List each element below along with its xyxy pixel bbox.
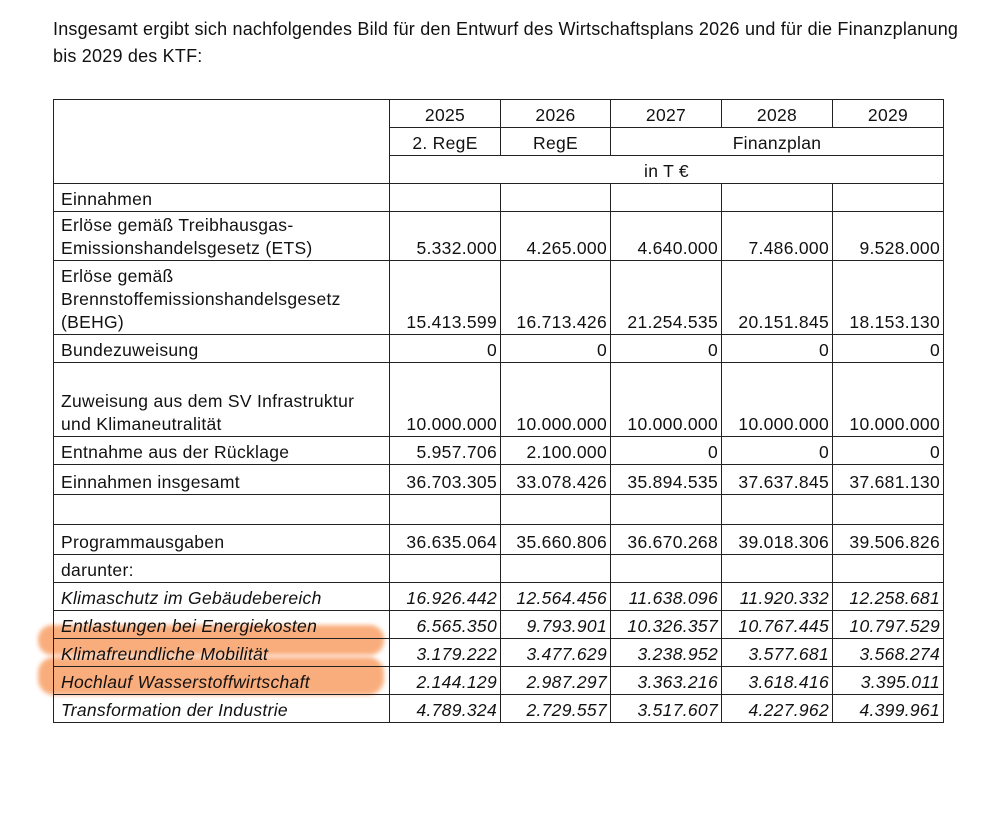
cell-value: 6.565.350	[390, 611, 501, 639]
table-row	[54, 583, 944, 611]
cell-value: 4.265.000	[501, 212, 611, 261]
table-row	[54, 525, 944, 555]
table-row	[54, 363, 944, 437]
table-row	[54, 465, 944, 495]
cell-value: 3.517.607	[611, 695, 722, 723]
table-row	[54, 212, 944, 261]
row-label: Zuweisung aus dem SV Infrastruktur und Klimaneutralität	[54, 363, 390, 437]
cell-value: 0	[833, 437, 944, 465]
cell-value: 36.635.064	[390, 525, 501, 555]
cell-value: 0	[501, 335, 611, 363]
empty-row	[54, 495, 944, 525]
cell-value: 12.258.681	[833, 583, 944, 611]
row-label: Erlöse gemäß Brennstoffemissionshandelsgesetz (BEHG)	[54, 261, 390, 335]
type-finanzplan: Finanzplan	[611, 128, 944, 156]
cell-value: 4.227.962	[722, 695, 833, 723]
cell-value: 35.660.806	[501, 525, 611, 555]
table-row	[54, 639, 944, 667]
year-2029: 2029	[833, 100, 944, 128]
cell-value: 10.326.357	[611, 611, 722, 639]
cell-value: 11.920.332	[722, 583, 833, 611]
cell-value: 5.332.000	[390, 212, 501, 261]
cell-value: 3.618.416	[722, 667, 833, 695]
finance-table	[53, 99, 944, 723]
cell-value: 21.254.535	[611, 261, 722, 335]
cell-value: 39.018.306	[722, 525, 833, 555]
cell-value: 9.528.000	[833, 212, 944, 261]
cell-value: 3.179.222	[390, 639, 501, 667]
cell-value: 10.797.529	[833, 611, 944, 639]
table-row	[54, 335, 944, 363]
cell-value: 10.000.000	[390, 363, 501, 437]
year-2027: 2027	[611, 100, 722, 128]
row-label: Hochlauf Wasserstoffwirtschaft	[54, 667, 390, 695]
cell-value: 3.238.952	[611, 639, 722, 667]
cell-value: 10.767.445	[722, 611, 833, 639]
cell-value: 0	[390, 335, 501, 363]
cell-value: 9.793.901	[501, 611, 611, 639]
type-2025: 2. RegE	[390, 128, 501, 156]
header-empty-cell	[54, 100, 390, 184]
table-row	[54, 261, 944, 335]
table-row	[54, 695, 944, 723]
table-row	[54, 611, 944, 639]
cell-value: 4.399.961	[833, 695, 944, 723]
cell-value: 37.637.845	[722, 465, 833, 495]
cell-value: 2.987.297	[501, 667, 611, 695]
cell-value: 20.151.845	[722, 261, 833, 335]
cell-value: 0	[611, 335, 722, 363]
cell-value: 3.568.274	[833, 639, 944, 667]
cell-value: 35.894.535	[611, 465, 722, 495]
row-label: Programmausgaben	[54, 525, 390, 555]
cell-value: 39.506.826	[833, 525, 944, 555]
cell-value: 3.477.629	[501, 639, 611, 667]
cell-value: 3.395.011	[833, 667, 944, 695]
cell-value: 16.926.442	[390, 583, 501, 611]
cell-value: 3.577.681	[722, 639, 833, 667]
cell-value: 0	[722, 437, 833, 465]
cell-value: 37.681.130	[833, 465, 944, 495]
table-row	[54, 555, 944, 583]
type-2026: RegE	[501, 128, 611, 156]
cell-value: 12.564.456	[501, 583, 611, 611]
cell-value: 0	[611, 437, 722, 465]
cell-value: 5.957.706	[390, 437, 501, 465]
cell-value: 11.638.096	[611, 583, 722, 611]
year-2028: 2028	[722, 100, 833, 128]
table-row	[54, 667, 944, 695]
cell-value: 10.000.000	[833, 363, 944, 437]
cell-value: 3.363.216	[611, 667, 722, 695]
row-label: Klimaschutz im Gebäudebereich	[54, 583, 390, 611]
table-row	[54, 437, 944, 465]
cell-value: 4.789.324	[390, 695, 501, 723]
cell-value: 2.729.557	[501, 695, 611, 723]
row-label: darunter:	[54, 555, 390, 583]
header-years-row	[54, 100, 944, 128]
row-label: Entlastungen bei Energiekosten	[54, 611, 390, 639]
cell-value: 2.100.000	[501, 437, 611, 465]
cell-value: 36.703.305	[390, 465, 501, 495]
cell-value: 10.000.000	[611, 363, 722, 437]
cell-value: 0	[833, 335, 944, 363]
row-label: Klimafreundliche Mobilität	[54, 639, 390, 667]
intro-paragraph: Insgesamt ergibt sich nachfolgendes Bild für den Entwurf des Wirtschaftsplans 2026 und für die Finanzplanung bis 2029 des KTF:	[53, 19, 959, 66]
row-label: Entnahme aus der Rücklage	[54, 437, 390, 465]
cell-value: 0	[722, 335, 833, 363]
year-2025: 2025	[390, 100, 501, 128]
cell-value: 10.000.000	[722, 363, 833, 437]
row-label: Einnahmen insgesamt	[54, 465, 390, 495]
cell-value: 4.640.000	[611, 212, 722, 261]
row-label: Einnahmen	[54, 184, 390, 212]
cell-value: 16.713.426	[501, 261, 611, 335]
cell-value: 33.078.426	[501, 465, 611, 495]
cell-value: 18.153.130	[833, 261, 944, 335]
unit-label: in T €	[390, 156, 944, 184]
row-label: Transformation der Industrie	[54, 695, 390, 723]
cell-value: 2.144.129	[390, 667, 501, 695]
year-2026: 2026	[501, 100, 611, 128]
table-row	[54, 184, 944, 212]
cell-value: 10.000.000	[501, 363, 611, 437]
cell-value: 15.413.599	[390, 261, 501, 335]
row-label: Bundezuweisung	[54, 335, 390, 363]
row-label: Erlöse gemäß Treibhausgas-Emissionshandelsgesetz (ETS)	[54, 212, 390, 261]
cell-value: 7.486.000	[722, 212, 833, 261]
cell-value: 36.670.268	[611, 525, 722, 555]
